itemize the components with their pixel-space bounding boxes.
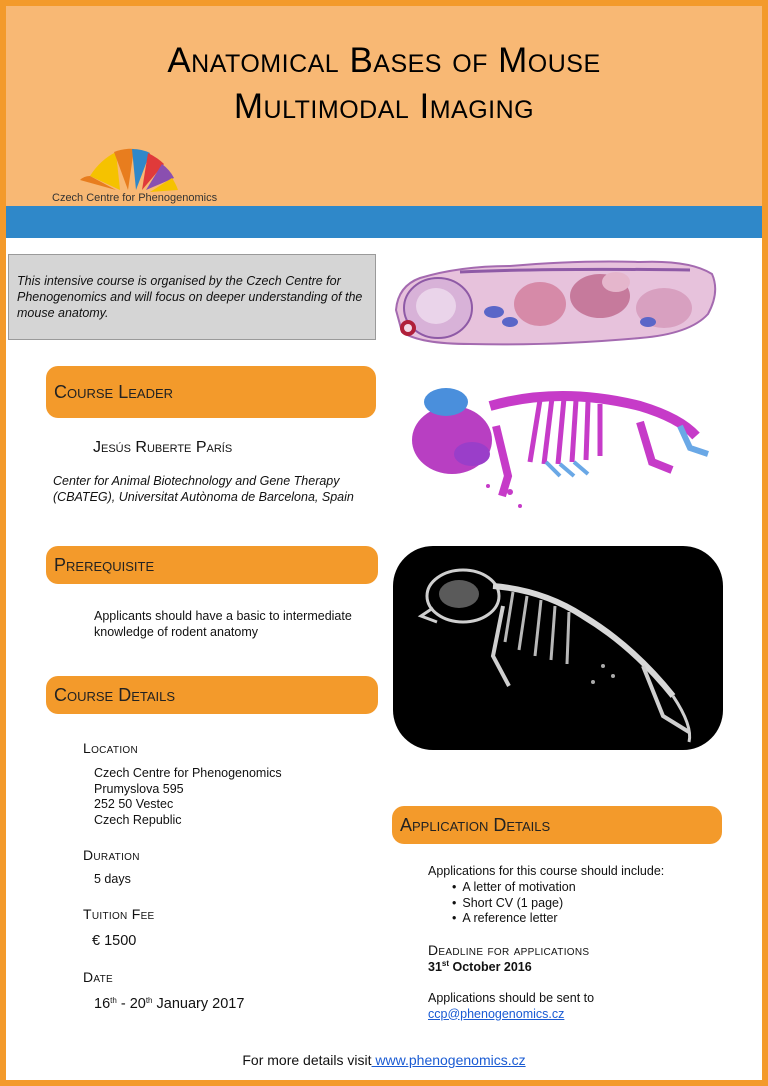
deadline-value	[428, 959, 532, 974]
address-line: Czech Republic	[94, 812, 182, 827]
course-leader-heading: Course Leader	[46, 366, 376, 418]
leader-name: Jesús Ruberte París	[93, 439, 233, 456]
duration-label: Duration	[83, 847, 140, 863]
page-title-line2: Multimodal Imaging	[233, 87, 535, 126]
sunrise-fan-logo-icon	[76, 146, 206, 196]
date-end-suffix: th	[145, 996, 153, 1005]
date-end: - 20	[116, 996, 146, 1012]
course-details-heading: Course Details	[46, 676, 378, 714]
date-value	[94, 996, 244, 1012]
application-requirements-list	[452, 880, 576, 927]
address	[94, 766, 282, 828]
date-start-suffix: th	[110, 996, 117, 1005]
intro-box: This intensive course is organised by the Czech Centre for Phenogenomics and will focus on deeper understanding of the mouse anatomy.	[8, 254, 376, 340]
header-band	[6, 206, 762, 238]
footer	[0, 1052, 768, 1068]
application-sent-to	[428, 991, 594, 1022]
sent-to-text: Applications should be sent to	[428, 991, 595, 1005]
list-item: • A reference letter	[452, 911, 576, 927]
duration-value: 5 days	[94, 872, 131, 886]
date-start: 16	[94, 996, 111, 1012]
prerequisite-line1: Applicants should have a basic to intermediate	[94, 609, 352, 623]
address-line: Czech Centre for Phenogenomics	[94, 766, 282, 780]
tuition-fee-value: € 1500	[92, 933, 137, 949]
address-line: 252 50 Vestec	[94, 797, 174, 811]
prerequisite-heading: Prerequisite	[46, 546, 378, 584]
application-intro: Applications for this course should include:	[428, 864, 665, 878]
application-details-heading: Application Details	[392, 806, 722, 844]
prerequisite-line2: knowledge of rodent anatomy	[94, 625, 258, 639]
leader-institution	[53, 473, 383, 505]
list-item: • Short CV (1 page)	[452, 896, 576, 912]
leader-institution-line2: (CBATEG), Universitat Autònoma de Barcelona, Spain	[53, 490, 354, 504]
deadline-month-year: October 2016	[449, 960, 532, 974]
deadline-day: 31	[428, 960, 442, 974]
location-label: Location	[83, 740, 139, 756]
prerequisite-text	[94, 608, 374, 640]
address-line: Prumyslova 595	[94, 781, 184, 796]
date-label: Date	[83, 969, 114, 985]
mouse-histology-section-image	[390, 252, 722, 350]
leader-institution-line1: Center for Animal Biotechnology and Gene Therapy	[53, 474, 340, 488]
deadline-day-suffix: st	[441, 959, 450, 968]
logo-text: Czech Centre for Phenogenomics	[52, 192, 218, 204]
date-month-year: January 2017	[152, 996, 245, 1012]
page-title-line1: Anatomical Bases of Mouse	[167, 41, 601, 80]
mouse-ct-scan-image	[393, 546, 723, 750]
list-item: • A letter of motivation	[452, 880, 576, 896]
deadline-label: Deadline for applications	[428, 942, 590, 958]
tuition-fee-label: Tuition Fee	[83, 906, 155, 922]
website-link[interactable]: www.phenogenomics.cz	[371, 1052, 526, 1068]
footer-text: For more details visit	[242, 1052, 372, 1068]
header	[6, 6, 762, 206]
email-link[interactable]: ccp@phenogenomics.cz	[428, 1006, 565, 1021]
stained-mouse-skeleton-image	[390, 366, 722, 528]
